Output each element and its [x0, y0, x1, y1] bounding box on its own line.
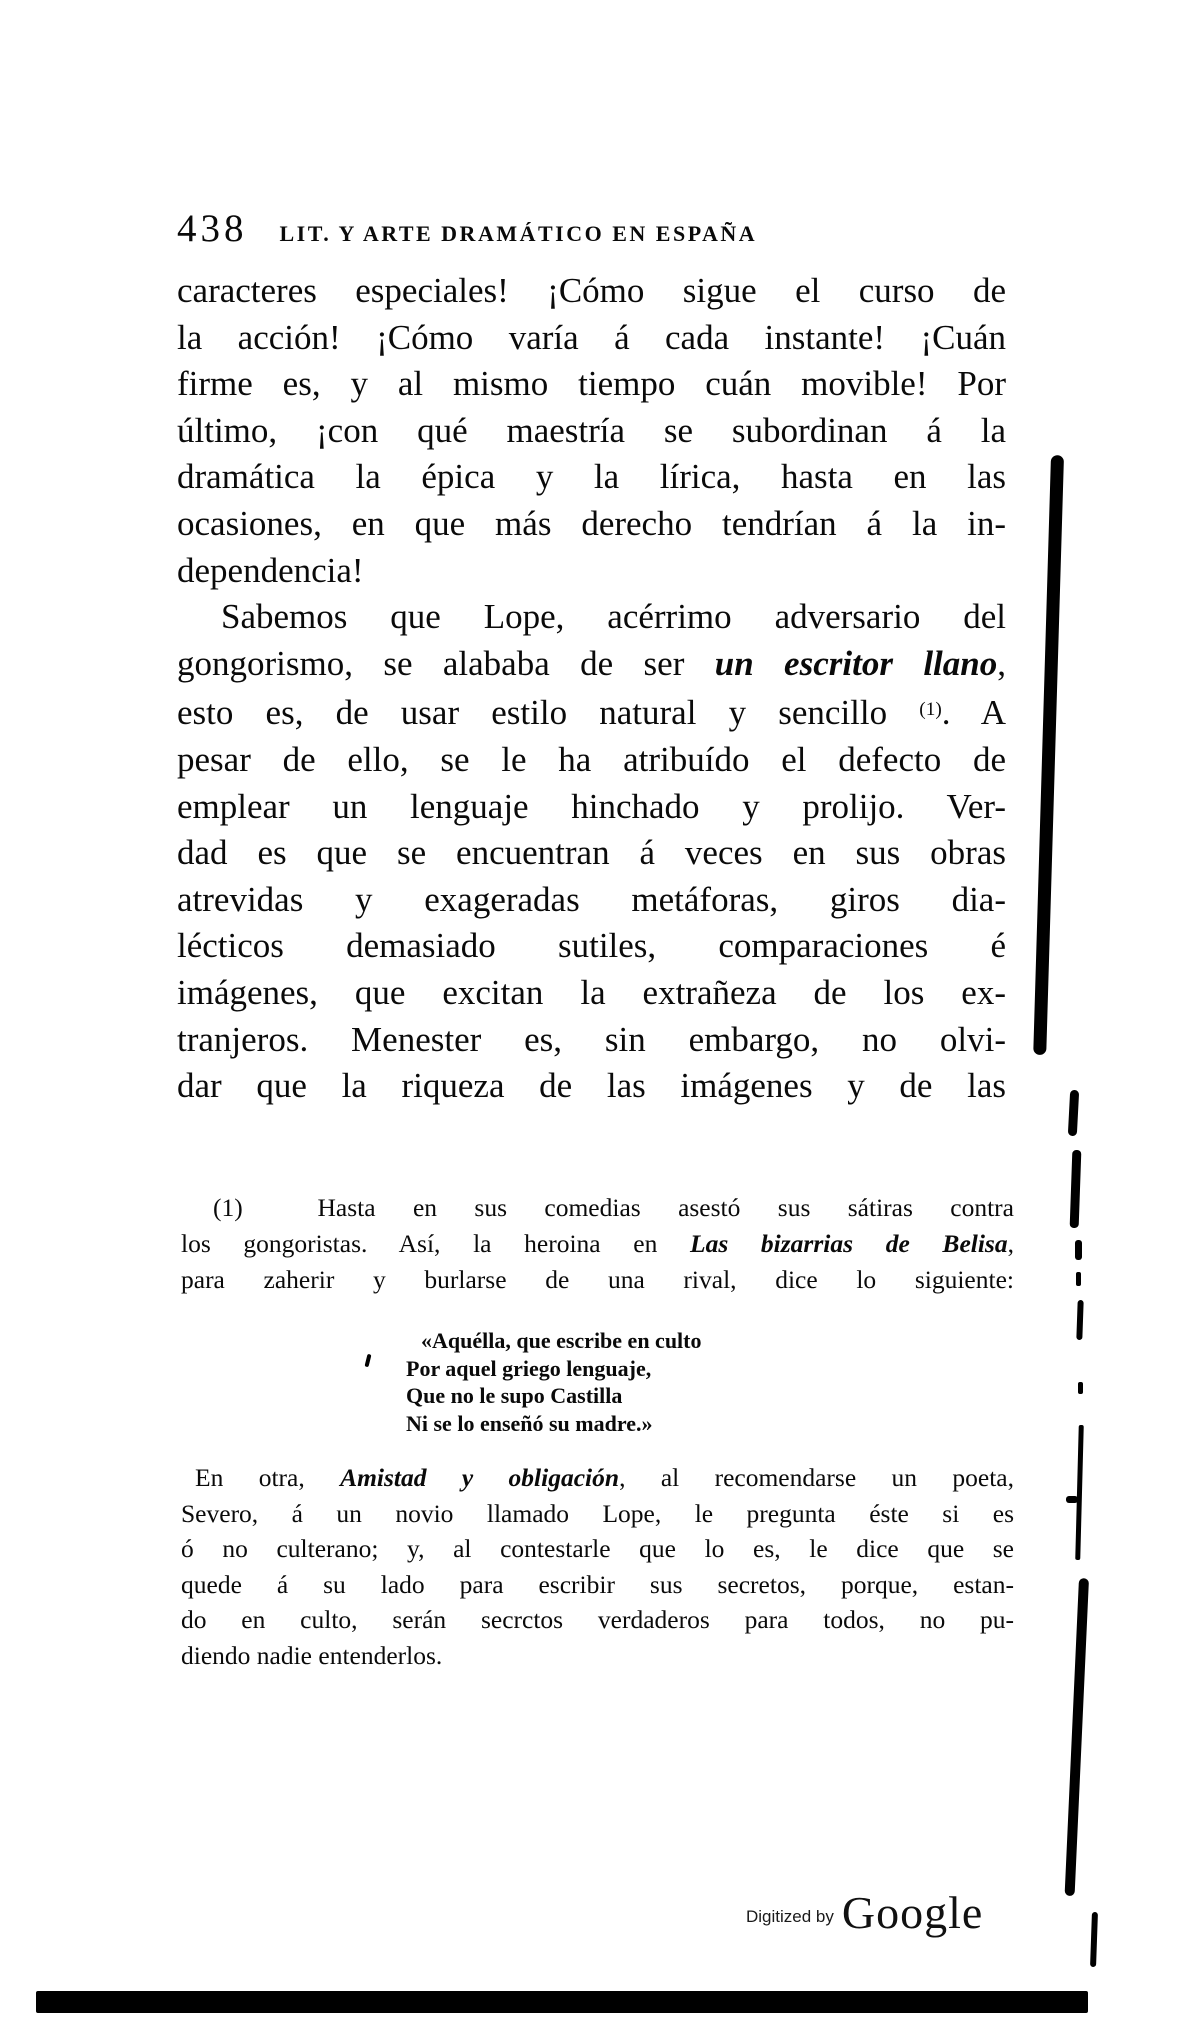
text-line [177, 408, 1006, 455]
text-run: pesar de ello, se le ha atribuído el defecto de [177, 739, 1006, 779]
text-run: la acción! ¡Cómo varía á cada instante! ¡Cuán [177, 317, 1006, 357]
italic-phrase: Las bizarrias de Belisa [690, 1229, 1008, 1258]
text-line [177, 737, 1006, 784]
text-line [181, 1567, 1014, 1603]
scan-artifact-line-top [1033, 455, 1064, 1055]
text-run: firme es, y al mismo tiempo cuán movible! Por [177, 364, 1006, 404]
text-line [181, 1190, 1014, 1226]
scan-artifact-segment [1076, 1300, 1083, 1340]
scan-artifact-line-bottom [1065, 1578, 1089, 1896]
text-line [177, 641, 1006, 688]
text-line [177, 970, 1006, 1017]
footnote-marker: (1) [919, 699, 942, 721]
text-run: Severo, á un novio llamado Lope, le pregunta éste si es [181, 1498, 1014, 1528]
footnote-block-2 [181, 1460, 1014, 1673]
text-line [406, 1355, 702, 1383]
google-logo: Google [841, 1887, 984, 1938]
text-line [181, 1638, 1014, 1674]
text-run: los gongoristas. Así, la heroina en [181, 1229, 691, 1258]
text-line [177, 454, 1006, 501]
running-title: LIT. Y ARTE DRAMÁTICO EN ESPAÑA [279, 221, 758, 246]
text-run: En otra, [195, 1463, 341, 1492]
text-line [181, 1602, 1014, 1638]
text-run: ocasiones, en que más derecho tendrían á la in- [177, 503, 1006, 543]
text-run: último, ¡con qué maestría se subordinan á la [177, 410, 1006, 450]
italic-phrase: Amistad y obligación [340, 1463, 620, 1492]
text-line [177, 687, 1006, 737]
text-line [181, 1531, 1014, 1567]
text-run: lécticos demasiado sutiles, comparaciones é [177, 926, 1006, 966]
verse-quotation-block [406, 1327, 702, 1437]
text-run: (1) Hasta en sus comedias asestó sus sátiras contra [213, 1193, 1014, 1222]
text-run: dar que la riqueza de las imágenes y de las [177, 1066, 1006, 1106]
text-line [406, 1382, 702, 1410]
text-run: quede á su lado para escribir sus secretos, porque, estan- [181, 1569, 1014, 1599]
text-run: dramática la épica y la lírica, hasta en las [177, 457, 1006, 497]
text-line [406, 1410, 702, 1438]
text-run: atrevidas y exageradas metáforas, giros dia- [177, 879, 1006, 919]
text-run: do en culto, serán secrctos verdaderos para todos, no pu- [181, 1605, 1014, 1634]
text-line [177, 594, 1006, 641]
page-header [177, 206, 1017, 251]
text-run: emplear un lenguaje hinchado y prolijo. Ver- [177, 786, 1006, 826]
text-run: Sabemos que Lope, acérrimo adversario del [221, 597, 1006, 637]
text-line [177, 784, 1006, 831]
scan-artifact-dash [1076, 1272, 1081, 1286]
text-line [177, 315, 1006, 362]
text-run: . A [941, 693, 1006, 733]
scan-artifact-hook [1068, 1090, 1079, 1136]
text-line [177, 268, 1006, 315]
text-line [181, 1226, 1014, 1262]
page-number: 438 [177, 207, 248, 250]
text-run: Ni se lo enseñó su madre.» [406, 1410, 653, 1436]
scan-artifact-dash [1090, 1912, 1098, 1967]
text-line [177, 923, 1006, 970]
scan-artifact-dash [1066, 1496, 1078, 1503]
text-line [181, 1460, 1014, 1496]
text-run: tranjeros. Menester es, sin embargo, no olvi- [177, 1019, 1006, 1059]
text-run: esto es, de usar estilo natural y sencillo [177, 693, 920, 733]
text-line [177, 877, 1006, 924]
scan-artifact-segment [1075, 1425, 1084, 1560]
digitized-watermark [746, 1872, 983, 1936]
text-run: gongorismo, se alababa de ser [177, 643, 715, 683]
text-run: para zaherir y burlarse de una rival, dice lo siguiente: [181, 1265, 1014, 1294]
text-line [406, 1327, 702, 1355]
text-line [181, 1262, 1014, 1298]
footnote-block-1 [181, 1190, 1014, 1298]
text-run: dependencia! [177, 550, 364, 590]
scan-artifact-segment [1070, 1150, 1082, 1228]
text-run: , [1007, 1229, 1014, 1258]
text-line [177, 548, 1006, 595]
text-run: , [997, 643, 1006, 683]
text-line [177, 830, 1006, 877]
scan-artifact-tick [364, 1354, 371, 1368]
text-run: , al recomendarse un poeta, [619, 1463, 1014, 1492]
text-line [177, 1063, 1006, 1110]
text-run: Que no le supo Castilla [406, 1383, 623, 1408]
scan-artifact-dot [1078, 1382, 1083, 1394]
scan-bottom-bar [36, 1991, 1088, 2013]
text-line [177, 361, 1006, 408]
main-text-block [177, 268, 1006, 1110]
text-run: Por aquel griego lenguaje, [406, 1355, 652, 1381]
text-run: «Aquélla, que escribe en culto [421, 1328, 702, 1353]
text-run: imágenes, que excitan la extrañeza de los ex- [177, 972, 1006, 1012]
text-line [177, 501, 1006, 548]
text-line [177, 1017, 1006, 1064]
digitized-by-label: Digitized by [746, 1907, 834, 1926]
scan-artifact-dash [1075, 1240, 1082, 1260]
text-run: ó no culterano; y, al contestarle que lo es, le dice que se [181, 1534, 1014, 1563]
italic-phrase: un escritor llano [714, 643, 998, 683]
text-line [181, 1496, 1014, 1532]
text-run: diendo nadie entenderlos. [181, 1640, 443, 1670]
text-run: caracteres especiales! ¡Cómo sigue el curso de [177, 271, 1006, 310]
text-run: dad es que se encuentran á veces en sus obras [177, 833, 1006, 873]
